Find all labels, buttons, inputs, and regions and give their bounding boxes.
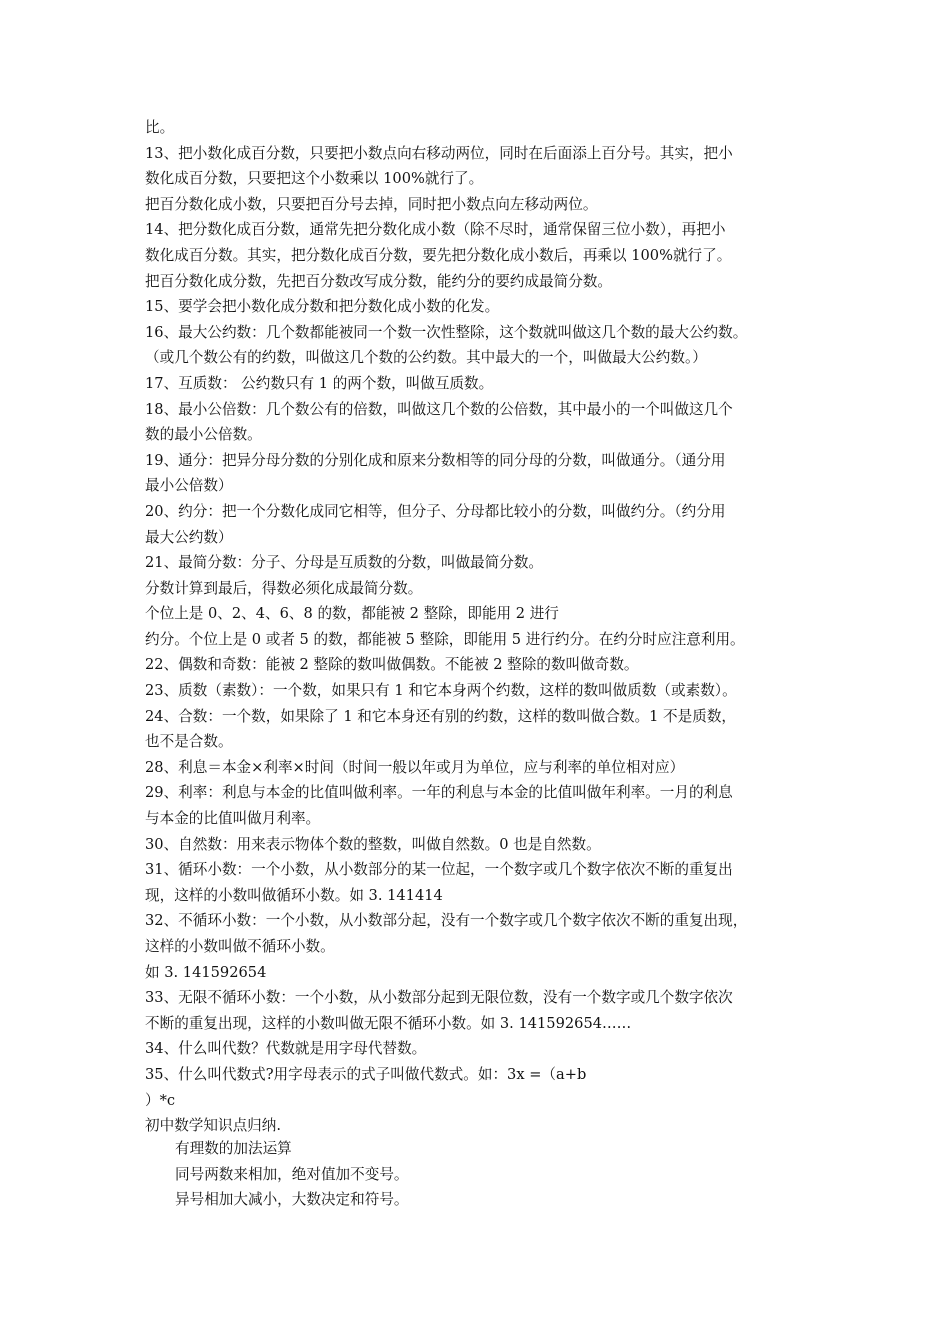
text-line: 不断的重复出现，这样的小数叫做无限不循环小数。如 3. 141592654…… bbox=[145, 1014, 632, 1032]
text-line: 数化成百分数，只要把这个小数乘以 100%就行了。 bbox=[145, 170, 484, 188]
text-line: 14、把分数化成百分数，通常先把分数化成小数（除不尽时，通常保留三位小数），再把小 bbox=[145, 221, 726, 239]
text-line: 33、无限不循环小数：一个小数，从小数部分起到无限位数，没有一个数字或几个数字依次 bbox=[145, 989, 733, 1007]
text-line: 17、互质数： 公约数只有 1 的两个数，叫做互质数。 bbox=[145, 374, 494, 392]
rhyme-line: 同号两数来相加，绝对值加不变号。 bbox=[175, 1165, 409, 1183]
text-line: 23、质数（素数）：一个数，如果只有 1 和它本身两个约数，这样的数叫做质数（或素数）。 bbox=[145, 682, 737, 700]
text-line: 个位上是 0、2、4、6、8 的数，都能被 2 整除，即能用 2 进行 bbox=[145, 605, 559, 623]
text-line: 34、什么叫代数？代数就是用字母代替数。 bbox=[145, 1040, 427, 1058]
text-line: 30、自然数：用来表示物体个数的整数，叫做自然数。0 也是自然数。 bbox=[145, 835, 601, 853]
text-line: 18、最小公倍数：几个数公有的倍数，叫做这几个数的公倍数，其中最小的一个叫做这几个 bbox=[145, 400, 733, 418]
text-line: 29、利率：利息与本金的比值叫做利率。一年的利息与本金的比值叫做年利率。一月的利息 bbox=[145, 784, 733, 802]
text-line: 20、约分：把一个分数化成同它相等，但分子、分母都比较小的分数，叫做约分。（约分用 bbox=[145, 502, 726, 520]
text-line: 19、通分：把异分母分数的分别化成和原来分数相等的同分母的分数，叫做通分。（通分用 bbox=[145, 451, 726, 469]
text-line: 初中数学知识点归纳. bbox=[145, 1117, 281, 1135]
text-line: 28、利息＝本金×利率×时间（时间一般以年或月为单位，应与利率的单位相对应） bbox=[145, 758, 685, 776]
text-line: 现，这样的小数叫做循环小数。如 3. 141414 bbox=[145, 886, 443, 904]
text-line: 35、什么叫代数式?用字母表示的式子叫做代数式。如：3x =（a+b bbox=[145, 1065, 587, 1083]
text-line: 15、要学会把小数化成分数和把分数化成小数的化发。 bbox=[145, 298, 500, 316]
text-line: 24、合数：一个数，如果除了 1 和它本身还有别的约数，这样的数叫做合数。1 不是质数， bbox=[145, 707, 737, 725]
rhyme-block bbox=[175, 1136, 409, 1213]
text-line: 最大公约数） bbox=[145, 528, 233, 546]
text-line: 数的最小公倍数。 bbox=[145, 426, 262, 444]
text-line: 31、循环小数：一个小数，从小数部分的某一位起，一个数字或几个数字依次不断的重复出 bbox=[145, 861, 733, 879]
text-line: 22、偶数和奇数：能被 2 整除的数叫做偶数。不能被 2 整除的数叫做奇数。 bbox=[145, 656, 639, 674]
text-line: 约分。个位上是 0 或者 5 的数，都能被 5 整除，即能用 5 进行约分。在约分时应注意利用。 bbox=[145, 630, 745, 648]
text-line: 数化成百分数。其实，把分数化成百分数，要先把分数化成小数后，再乘以 100%就行了。 bbox=[145, 246, 732, 264]
document-body bbox=[145, 115, 815, 1139]
rhyme-title: 有理数的加法运算 bbox=[175, 1140, 292, 1157]
text-line: 这样的小数叫做不循环小数。 bbox=[145, 938, 335, 955]
text-line: 21、最简分数：分子、分母是互质数的分数，叫做最简分数。 bbox=[145, 554, 544, 572]
text-line: 比。 bbox=[145, 119, 175, 136]
rhyme-line: 异号相加大减小，大数决定和符号。 bbox=[175, 1191, 409, 1209]
text-line: 分数计算到最后，得数必须化成最简分数。 bbox=[145, 579, 423, 597]
text-line: 最小公倍数） bbox=[145, 477, 233, 495]
text-line: 把百分数化成小数，只要把百分号去掉，同时把小数点向左移动两位。 bbox=[145, 195, 598, 213]
text-line: 16、最大公约数：几个数都能被同一个数一次性整除，这个数就叫做这几个数的最大公约数。 bbox=[145, 323, 748, 341]
text-line: 把百分数化成分数，先把百分数改写成分数，能约分的要约成最简分数。 bbox=[145, 272, 613, 290]
text-line: ）*c bbox=[145, 1091, 176, 1109]
text-line: 32、不循环小数：一个小数，从小数部分起，没有一个数字或几个数字依次不断的重复出现， bbox=[145, 912, 748, 930]
text-line: 13、把小数化成百分数，只要把小数点向右移动两位，同时在后面添上百分号。其实，把小 bbox=[145, 144, 733, 162]
text-line: 也不是合数。 bbox=[145, 733, 233, 751]
text-line: （或几个数公有的约数，叫做这几个数的公约数。其中最大的一个，叫做最大公约数。） bbox=[145, 349, 707, 367]
text-line: 如 3. 141592654 bbox=[145, 963, 267, 981]
text-line: 与本金的比值叫做月利率。 bbox=[145, 810, 321, 828]
